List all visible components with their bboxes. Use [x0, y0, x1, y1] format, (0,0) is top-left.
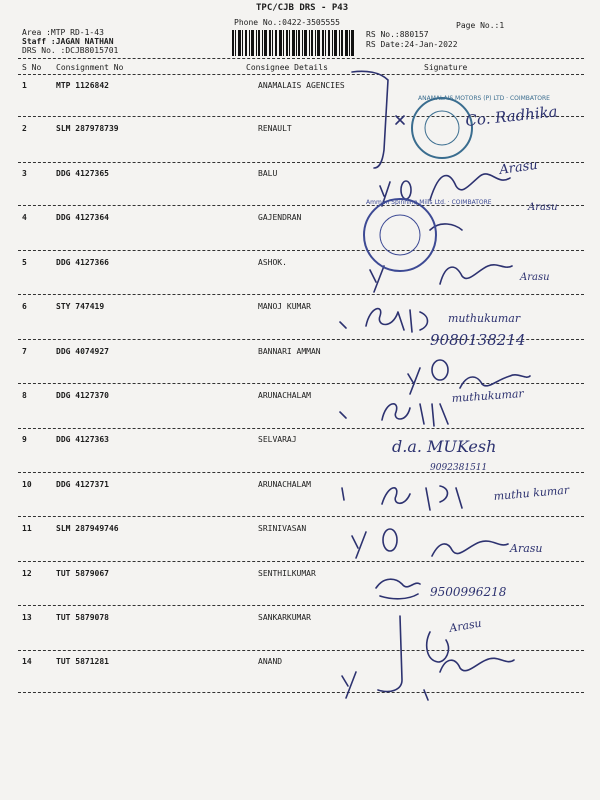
barcode	[232, 30, 354, 56]
row-sno: 13	[22, 613, 32, 622]
row-consignment: DDG 4127363	[56, 435, 109, 444]
row-consignment: MTP 1126842	[56, 81, 109, 90]
row-consignment: TUT 5879078	[56, 613, 109, 622]
row-consignee: ANAMALAIS AGENCIES	[258, 81, 345, 90]
handwritten-arasu-4: Arasu	[510, 542, 543, 555]
handwritten-arasu-1: Arasu	[498, 157, 539, 178]
row-consignment: DDG 4127371	[56, 480, 109, 489]
row-rule	[18, 605, 584, 606]
phone-number: Phone No.:0422-3505555	[234, 18, 340, 27]
row-sno: 3	[22, 169, 27, 178]
handwritten-phone-6: 9080138214	[430, 331, 526, 349]
header-bottom-rule	[18, 74, 584, 75]
row-consignment: DDG 4127364	[56, 213, 109, 222]
row-consignee: SRINIVASAN	[258, 524, 307, 533]
row-consignee: RENAULT	[258, 124, 292, 133]
row-consignment: DDG 4127366	[56, 258, 109, 267]
bracket-mark	[352, 71, 388, 168]
row-sno: 14	[22, 657, 32, 666]
row-consignee: BALU	[258, 169, 278, 178]
handwritten-arasu-5: Arasu	[448, 616, 483, 635]
row-sno: 10	[22, 480, 32, 489]
row-consignment: TUT 5871281	[56, 657, 109, 666]
row-sno: 6	[22, 302, 27, 311]
col-consignee: Consignee Details	[246, 63, 328, 72]
company-stamp-2	[364, 199, 436, 271]
row-rule	[18, 162, 584, 163]
row-consignment: DDG 4074927	[56, 347, 109, 356]
row-consignment: SLM 287978739	[56, 124, 119, 133]
row-sno: 9	[22, 435, 27, 444]
row-consignee: ARUNACHALAM	[258, 480, 311, 489]
row-consignee: SELVARAJ	[258, 435, 297, 444]
row-consignment: STY 747419	[56, 302, 105, 311]
row-sno: 4	[22, 213, 27, 222]
rs-number: RS No.:880157	[366, 30, 429, 39]
row-sno: 2	[22, 124, 27, 133]
stamp-1-text: ANAMALAIS MOTORS (P) LTD · COIMBATORE	[418, 95, 550, 102]
sheet-title: TPC/CJB DRS - P43	[256, 3, 349, 13]
row-consignee: ANAND	[258, 657, 283, 666]
row-rule	[18, 294, 584, 295]
row-rule	[18, 250, 584, 251]
page-number: Page No.:1	[456, 21, 505, 30]
row-rule	[18, 205, 584, 206]
row-rule	[18, 428, 584, 429]
row-consignee: MANOJ KUMAR	[258, 302, 311, 311]
row-sno: 5	[22, 258, 27, 267]
row-rule	[18, 383, 584, 384]
row-consignment: SLM 287949746	[56, 524, 119, 533]
row-rule	[18, 516, 584, 517]
row-rule	[18, 339, 584, 340]
row-sno: 8	[22, 391, 27, 400]
row-sno: 11	[22, 524, 32, 533]
row-consignee: SENTHILKUMAR	[258, 569, 316, 578]
row-consignment: DDG 4127370	[56, 391, 109, 400]
staff-label: Staff :JAGAN NATHAN	[22, 37, 114, 46]
col-sno: S No	[22, 63, 42, 72]
stamp-2-text: Amman Spinning Mills Ltd. · COIMBATORE	[366, 199, 492, 206]
handwritten-name-6: muthukumar	[448, 312, 521, 325]
handwritten-signature-1: Co. Radhika	[464, 102, 559, 130]
row-consignee: SANKARKUMAR	[258, 613, 311, 622]
row-rule	[18, 692, 584, 693]
drs-number: DRS No. :DCJB8015701	[22, 46, 119, 55]
handwritten-arasu-3: Arasu	[520, 272, 550, 283]
row-consignee: ARUNACHALAM	[258, 391, 311, 400]
row-sno: 12	[22, 569, 32, 578]
company-stamp-1	[412, 98, 472, 158]
row-rule	[18, 116, 584, 117]
col-consignment: Consignment No	[56, 63, 124, 72]
row-consignee: ASHOK.	[258, 258, 287, 267]
row-rule	[18, 650, 584, 651]
row-consignment: TUT 5879067	[56, 569, 109, 578]
header-top-rule	[18, 58, 584, 59]
row-consignment: DDG 4127365	[56, 169, 109, 178]
row-consignee: BANNARI AMMAN	[258, 347, 321, 356]
handwritten-name-10: muthu kumar	[493, 483, 570, 503]
handwritten-phone-9: 9092381511	[430, 463, 488, 473]
row-sno: 1	[22, 81, 27, 90]
row-sno: 7	[22, 347, 27, 356]
handwritten-name-9: d.a. MUKesh	[392, 437, 497, 456]
handwritten-phone-12: 9500996218	[430, 585, 507, 599]
area-label: Area :MTP RD-1-43	[22, 28, 104, 37]
rs-date: RS Date:24-Jan-2022	[366, 40, 458, 49]
row-rule	[18, 561, 584, 562]
row-consignee: GAJENDRAN	[258, 213, 302, 222]
col-signature: Signature	[424, 63, 468, 72]
row-rule	[18, 472, 584, 473]
handwritten-arasu-2: Arasu	[528, 202, 558, 213]
handwritten-name-8: muthukumar	[451, 386, 525, 405]
